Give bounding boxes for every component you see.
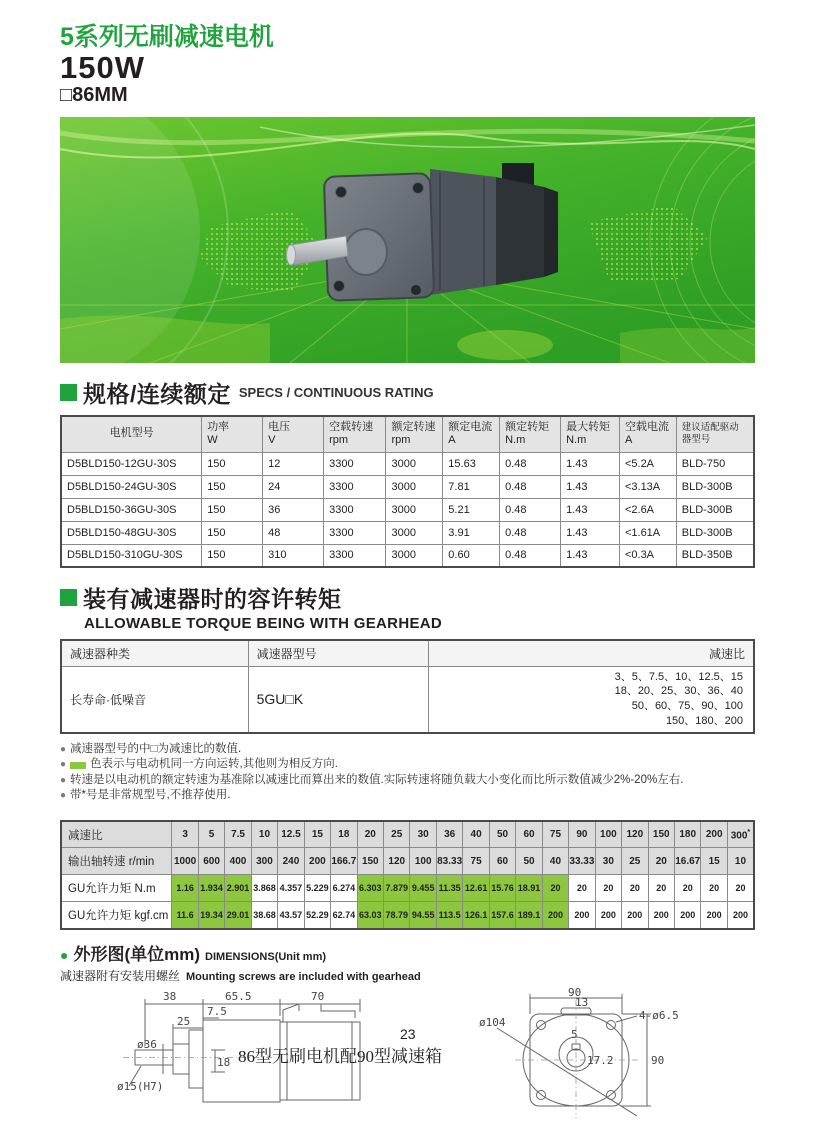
page-header	[60, 24, 755, 107]
ratio-cell: 20	[675, 875, 701, 902]
bullet-icon: ●	[60, 774, 67, 786]
power-rating: 150W	[60, 49, 145, 85]
spec-cell: 3000	[386, 452, 443, 475]
header-unit: N.m	[505, 434, 526, 447]
ratio-cell: 20	[542, 875, 568, 902]
spec-cell: BLD-300B	[676, 475, 754, 498]
ratio-cell: 36	[436, 821, 462, 848]
ratio-cell: 11.35	[436, 875, 462, 902]
specs-col-header	[263, 416, 324, 452]
spec-row	[61, 475, 754, 498]
specs-col-header	[324, 416, 386, 452]
ratio-cell: 113.5	[436, 902, 462, 929]
gearhead-ratios	[428, 666, 754, 733]
ratio-cell: 12.61	[463, 875, 489, 902]
ratio-cell: 7.879	[384, 875, 410, 902]
ratio-cell: 25	[622, 848, 648, 875]
ratio-cell: 200	[595, 902, 621, 929]
ratio-cell: 120	[622, 821, 648, 848]
ratio-cell: 83.33	[436, 848, 462, 875]
spec-row	[61, 521, 754, 544]
gearhead-table	[60, 639, 755, 734]
dimensions-title-en: DIMENSIONS(Unit mm)	[205, 950, 327, 963]
spec-cell: 24	[263, 475, 324, 498]
spec-cell: 3300	[324, 452, 386, 475]
ratio-cell: 20	[569, 875, 595, 902]
ratio-cell: 200	[622, 902, 648, 929]
note-item	[60, 742, 755, 758]
ratio-cell: 90	[569, 821, 595, 848]
ratio-cell: 20	[622, 875, 648, 902]
specs-col-header	[619, 416, 676, 452]
ratio-row-label: 输出轴转速 r/min	[61, 848, 172, 875]
ratio-cell: 40	[542, 848, 568, 875]
ratio-row	[61, 848, 754, 875]
spec-cell: 3000	[386, 475, 443, 498]
dim-h90: 90	[651, 1053, 665, 1067]
header-cn: 功率	[207, 420, 230, 433]
ratio-cell: 20	[701, 875, 727, 902]
specs-title-en: SPECS / CONTINUOUS RATING	[238, 385, 434, 401]
ratio-cell: 300	[251, 848, 277, 875]
ratio-cell: 20	[648, 875, 674, 902]
spec-cell: 15.63	[443, 452, 500, 475]
bullet-icon: ●	[60, 790, 67, 802]
note-item	[60, 788, 755, 804]
header-cn: 空载转速	[329, 420, 374, 433]
header-cn: 额定转速	[391, 420, 436, 433]
header-unit: rpm	[329, 434, 349, 447]
bullet-icon: ●	[60, 946, 69, 963]
spec-cell: 3.91	[443, 521, 500, 544]
green-swatch-icon	[70, 762, 86, 769]
dim-13: 13	[575, 995, 589, 1009]
ratio-cell: 100	[410, 848, 436, 875]
ratio-cell: 11.6	[172, 902, 198, 929]
specs-table	[60, 415, 755, 568]
dim-17-2: 17.2	[587, 1053, 614, 1067]
ratio-cell: 30	[410, 821, 436, 848]
ratio-cell: 16.67	[675, 848, 701, 875]
ratio-row-label: 减速比	[61, 821, 172, 848]
ratio-cell: 200	[701, 821, 727, 848]
spec-cell: 3300	[324, 475, 386, 498]
header-cn: 建议适配驱动器型号	[681, 422, 739, 446]
ratio-cell: 43.57	[278, 902, 304, 929]
spec-cell: 150	[202, 521, 263, 544]
ratio-cell: 18.91	[516, 875, 542, 902]
header-unit: N.m	[566, 434, 587, 447]
section-marker-icon	[60, 589, 77, 606]
bullet-icon: ●	[60, 759, 67, 771]
dimensions-note	[60, 967, 755, 984]
spec-cell: 3000	[386, 544, 443, 567]
ratio-cell: 78.79	[384, 902, 410, 929]
specs-section	[60, 376, 755, 568]
spec-cell: 3000	[386, 521, 443, 544]
product-banner	[60, 117, 755, 363]
ratio-line: 18、20、25、30、36、40	[614, 685, 743, 698]
gearhead-data-row	[61, 666, 754, 733]
spec-cell: 0.48	[500, 544, 561, 567]
series-title: 5系列无刷减速电机	[60, 23, 274, 51]
spec-cell: 0.48	[500, 521, 561, 544]
specs-col-header	[443, 416, 500, 452]
spec-cell: 12	[263, 452, 324, 475]
note-item	[60, 757, 755, 773]
dim-70: 70	[311, 989, 325, 1003]
ratio-table	[60, 820, 755, 930]
spec-cell: D5BLD150-24GU-30S	[61, 475, 202, 498]
ratio-cell: 38.68	[251, 902, 277, 929]
note-text: 色表示与电动机同一方向运转,其他则为相反方向.	[90, 758, 338, 771]
ratio-cell: 50	[489, 821, 515, 848]
ratio-cell: 100	[595, 821, 621, 848]
ratio-cell: 10	[251, 821, 277, 848]
banner-graphic	[60, 117, 755, 363]
ratio-cell: 5	[198, 821, 224, 848]
dim-5: 5	[571, 1027, 578, 1041]
ratio-cell: 25	[384, 821, 410, 848]
spec-cell: 150	[202, 498, 263, 521]
dim-shaft: ø15(H7)	[117, 1079, 164, 1093]
spec-cell: 310	[263, 544, 324, 567]
header-unit: A	[624, 434, 633, 447]
ratio-cell: 200	[727, 902, 754, 929]
ratio-cell: 40	[463, 821, 489, 848]
section-marker-icon	[60, 384, 77, 401]
ratio-cell: 10	[727, 848, 754, 875]
note-item	[60, 773, 755, 789]
ratio-cell: 1.934	[198, 875, 224, 902]
ratio-cell: 20	[648, 848, 674, 875]
spec-cell: 1.43	[561, 544, 620, 567]
spec-row	[61, 544, 754, 567]
ratio-cell: 18	[331, 821, 357, 848]
spec-cell: 7.81	[443, 475, 500, 498]
header-cn: 空载电流	[624, 420, 669, 433]
ratio-cell: 126.1	[463, 902, 489, 929]
specs-col-header	[202, 416, 263, 452]
ratio-cell: 50	[516, 848, 542, 875]
ratio-cell: 600	[198, 848, 224, 875]
ratio-cell: 150	[357, 848, 383, 875]
header-cn: 额定电流	[448, 420, 493, 433]
spec-cell: 150	[202, 544, 263, 567]
spec-cell: D5BLD150-12GU-30S	[61, 452, 202, 475]
ratio-cell: 4.357	[278, 875, 304, 902]
note-text: 带*号是非常规型号,不推荐使用.	[70, 789, 231, 802]
ratio-cell: 20	[357, 821, 383, 848]
specs-col-header	[61, 416, 202, 452]
dimensions-title-cn: 外形图(单位mm)	[73, 944, 201, 964]
spec-cell: <0.3A	[619, 544, 676, 567]
ratio-cell: 180	[675, 821, 701, 848]
ratio-cell: 200	[675, 902, 701, 929]
ratio-cell: 200	[569, 902, 595, 929]
spec-cell: D5BLD150-48GU-30S	[61, 521, 202, 544]
dim-65-5: 65.5	[225, 989, 252, 1003]
spec-cell: <1.61A	[619, 521, 676, 544]
ratio-cell: 75	[463, 848, 489, 875]
specs-title-cn: 规格/连续额定	[83, 381, 231, 408]
dim-7-5: 7.5	[207, 1004, 227, 1018]
gearhead-title-en: ALLOWABLE TORQUE BEING WITH GEARHEAD	[84, 615, 443, 633]
note-text: 转速是以电动机的额定转速为基准除以减速比而算出来的数值.实际转速将随负载大小变化而比所示数值减少2%-20%左右.	[70, 773, 684, 786]
gearhead-col-model: 减速器型号	[248, 640, 428, 666]
gearhead-model: 5GU□K	[248, 666, 428, 733]
dim-18: 18	[217, 1055, 231, 1069]
ratio-line: 50、60、75、90、100	[631, 700, 743, 713]
header-unit: rpm	[391, 434, 411, 447]
ratio-cell: 120	[384, 848, 410, 875]
spec-cell: BLD-350B	[676, 544, 754, 567]
ratio-cell: 400	[225, 848, 251, 875]
spec-cell: 3300	[324, 521, 386, 544]
spec-cell: 0.48	[500, 498, 561, 521]
ratio-cell: 1.16	[172, 875, 198, 902]
motor-product-image	[287, 163, 559, 301]
gearhead-col-type: 减速器种类	[61, 640, 248, 666]
spec-cell: <2.6A	[619, 498, 676, 521]
ratio-cell: 200	[648, 902, 674, 929]
ratio-cell: 7.5	[225, 821, 251, 848]
spec-cell: <3.13A	[619, 475, 676, 498]
ratio-cell: 5.229	[304, 875, 330, 902]
spec-row	[61, 452, 754, 475]
header-cn: 最大转矩	[566, 420, 611, 433]
ratio-cell: 60	[489, 848, 515, 875]
spec-cell: 3300	[324, 544, 386, 567]
ratio-row	[61, 902, 754, 929]
spec-cell: 0.48	[500, 475, 561, 498]
specs-col-header	[386, 416, 443, 452]
spec-cell: 36	[263, 498, 324, 521]
spec-cell: 1.43	[561, 498, 620, 521]
ratio-cell: 12.5	[278, 821, 304, 848]
dim-w90: 90	[568, 985, 582, 999]
spec-cell: 3000	[386, 498, 443, 521]
gearhead-header-row	[61, 640, 754, 666]
specs-col-header	[500, 416, 561, 452]
ratio-cell: 60	[516, 821, 542, 848]
spec-cell: BLD-750	[676, 452, 754, 475]
spec-cell: <5.2A	[619, 452, 676, 475]
gearhead-type: 长寿命·低噪音	[61, 666, 248, 733]
spec-cell: 150	[202, 475, 263, 498]
spec-cell: D5BLD150-310GU-30S	[61, 544, 202, 567]
gearhead-title-cn: 装有减速器时的容许转矩	[83, 586, 342, 613]
ratio-cell: 200	[701, 902, 727, 929]
ratio-row	[61, 821, 754, 848]
spec-cell: D5BLD150-36GU-30S	[61, 498, 202, 521]
ratio-cell: 20	[727, 875, 754, 902]
ratio-cell: 52.29	[304, 902, 330, 929]
ratio-cell: 200	[304, 848, 330, 875]
dim-holes: 4-ø6.5	[639, 1008, 679, 1022]
ratio-cell: 157.6	[489, 902, 515, 929]
spec-cell: 3300	[324, 498, 386, 521]
spec-cell: 48	[263, 521, 324, 544]
ratio-cell: 3.868	[251, 875, 277, 902]
spec-cell: 1.43	[561, 452, 620, 475]
ratio-cell: 6.274	[331, 875, 357, 902]
ratio-cell: 29.01	[225, 902, 251, 929]
ratio-cell: 300*	[727, 821, 754, 848]
ratio-cell: 166.7	[331, 848, 357, 875]
ratio-row-label: GU允许力矩 N.m	[61, 875, 172, 902]
ratio-cell: 3	[172, 821, 198, 848]
spec-row	[61, 498, 754, 521]
ratio-cell: 189.1	[516, 902, 542, 929]
gearhead-section	[60, 581, 755, 734]
spec-cell: 1.43	[561, 521, 620, 544]
ratio-cell: 6.303	[357, 875, 383, 902]
header-cn: 额定转矩	[505, 420, 550, 433]
header-unit: W	[207, 434, 218, 447]
ratio-line: 150、180、200	[665, 715, 743, 728]
spec-cell: 150	[202, 452, 263, 475]
ratio-cell: 94.55	[410, 902, 436, 929]
ratio-cell: 240	[278, 848, 304, 875]
ratio-cell: 200	[542, 902, 568, 929]
specs-col-header	[561, 416, 620, 452]
dim-38: 38	[163, 989, 177, 1003]
ratio-row-label: GU允许力矩 kgf.cm	[61, 902, 172, 929]
footer-caption: 86型无刷电机配90型减速箱	[238, 1047, 442, 1066]
note-text: 减速器型号的中□为减速比的数值.	[70, 742, 242, 755]
gearhead-col-ratio: 减速比	[428, 640, 754, 666]
dimensions-header	[60, 940, 755, 965]
spec-cell: 0.60	[443, 544, 500, 567]
ratio-cell: 63.03	[357, 902, 383, 929]
ratio-row	[61, 875, 754, 902]
ratio-cell: 2.901	[225, 875, 251, 902]
bullet-icon: ●	[60, 743, 67, 755]
ratio-cell: 9.455	[410, 875, 436, 902]
ratio-line: 3、5、7.5、10、12.5、15	[614, 670, 743, 683]
header-cn: 电机型号	[109, 427, 154, 440]
header-unit: V	[268, 434, 276, 447]
dim-36: ø36	[137, 1037, 157, 1051]
header-cn: 电压	[268, 420, 291, 433]
ratio-cell: 15	[701, 848, 727, 875]
dim-104: ø104	[479, 1015, 506, 1029]
ratio-cell: 1000	[172, 848, 198, 875]
specs-col-header	[676, 416, 754, 452]
ratio-cell: 15	[304, 821, 330, 848]
spec-cell: BLD-300B	[676, 498, 754, 521]
ratio-cell: 75	[542, 821, 568, 848]
page-number: 23	[400, 1026, 416, 1042]
spec-cell: 0.48	[500, 452, 561, 475]
ratio-cell: 33.33	[569, 848, 595, 875]
ratio-cell: 150	[648, 821, 674, 848]
ratio-cell: 15.76	[489, 875, 515, 902]
dimensions-note-cn: 减速器附有安装用螺丝	[60, 968, 181, 983]
dimensions-note-en: Mounting screws are included with gearhead	[186, 970, 421, 983]
notes-list	[60, 742, 755, 804]
ratio-cell: 62.74	[331, 902, 357, 929]
header-unit: A	[448, 434, 456, 447]
spec-cell: 1.43	[561, 475, 620, 498]
ratio-cell: 19.34	[198, 902, 224, 929]
spec-cell: 5.21	[443, 498, 500, 521]
ratio-cell: 30	[595, 848, 621, 875]
specs-header-row	[61, 416, 754, 452]
frame-size: □86MM	[60, 84, 128, 107]
spec-cell: BLD-300B	[676, 521, 754, 544]
ratio-cell: 20	[595, 875, 621, 902]
dim-25: 25	[177, 1014, 191, 1028]
